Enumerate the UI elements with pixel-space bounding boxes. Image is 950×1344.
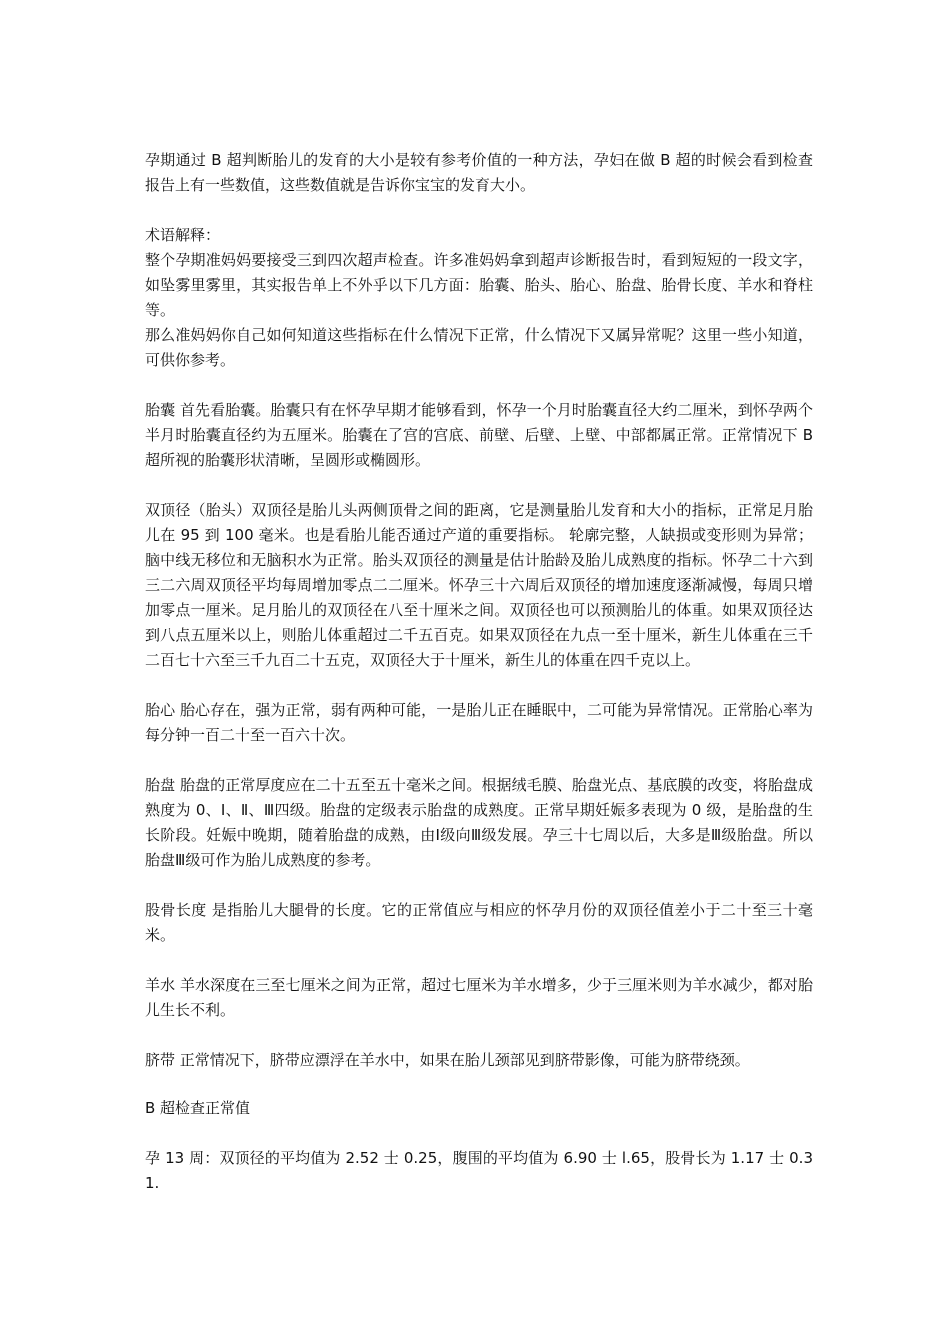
biparietal-diameter-paragraph: 双顶径（胎头）双顶径是胎儿头两侧顶骨之间的距离，它是测量胎儿发育和大小的指标，正常足月胎儿在 95 到 100 毫米。也是看胎儿能否通过产道的重要指标。 轮廓完整，人缺损或变形则为异常；脑中线无移位和无脑积水为正常。胎头双顶径的测量是估计胎龄及胎儿成熟度的指标。怀孕二十六到三二六周双顶径平均每周增加零点二二厘米。怀孕三十六周后双顶径的增加速度逐渐减慢，每周只增加零点一厘米。足月胎儿的双顶径在八至十厘米之间。双顶径也可以预测胎儿的体重。如果双顶径达到八点五厘米以上，则胎儿体重超过二千五百克。如果双顶径在九点一至十厘米，新生儿体重在三千二百七十六至三千九百二十五克，双顶径大于十厘米，新生儿的体重在四千克以上。 bbox=[145, 501, 813, 669]
paragraph-gap bbox=[145, 373, 813, 398]
amniotic-fluid-paragraph: 羊水 羊水深度在三至七厘米之间为正常，超过七厘米为羊水增多，少于三厘米则为羊水减少，都对胎儿生长不利。 bbox=[145, 976, 813, 1019]
normal-values-heading: B 超检查正常值 bbox=[145, 1099, 251, 1117]
umbilical-cord-paragraph: 脐带 正常情况下，脐带应漂浮在羊水中，如果在胎儿颈部见到脐带影像，可能为脐带绕颈。 bbox=[145, 1051, 750, 1069]
gestational-sac-paragraph: 胎囊 首先看胎囊。胎囊只有在怀孕早期才能够看到，怀孕一个月时胎囊直径大约二厘米，到怀孕两个半月时胎囊直径约为五厘米。胎囊在了宫的宫底、前壁、后壁、上壁、中部都属正常。正常情况下 B 超所视的胎囊形状清晰，呈圆形或椭圆形。 bbox=[145, 401, 813, 469]
document-body bbox=[145, 148, 813, 1196]
femur-length-paragraph: 股骨长度 是指胎儿大腿骨的长度。它的正常值应与相应的怀孕月份的双顶径值差小于二十至三十毫米。 bbox=[145, 901, 813, 944]
terms-heading: 术语解释： bbox=[145, 226, 221, 244]
fetal-heart-paragraph: 胎心 胎心存在，强为正常，弱有两种可能，一是胎儿正在睡眠中，二可能为异常情况。正常胎心率为每分钟一百二十至一百六十次。 bbox=[145, 701, 813, 744]
terms-paragraph: 整个孕期准妈妈要接受三到四次超声检查。许多准妈妈拿到超声诊断报告时，看到短短的一段文字，如坠雾里雾里，其实报告单上不外乎以下几方面：胎囊、胎头、胎心、胎盘、胎骨长度、羊水和脊柱等。 bbox=[145, 251, 813, 319]
placenta-paragraph: 胎盘 胎盘的正常厚度应在二十五至五十毫米之间。根据绒毛膜、胎盘光点、基底膜的改变，将胎盘成熟度为 0、Ⅰ、Ⅱ、Ⅲ四级。胎盘的定级表示胎盘的成熟度。正常早期妊娠多表现为 0 级，是胎盘的生长阶段。妊娠中晚期，随着胎盘的成熟，由Ⅰ级向Ⅲ级发展。孕三十七周以后，大多是Ⅲ级胎盘。所以胎盘Ⅲ级可作为胎儿成熟度的参考。 bbox=[145, 776, 813, 869]
reference-paragraph: 那么准妈妈你自己如何知道这些指标在什么情况下正常，什么情况下又属异常呢？这里一些小知道，可供你参考。 bbox=[145, 326, 813, 369]
paragraph-gap bbox=[145, 473, 813, 498]
paragraph-gap bbox=[145, 873, 813, 898]
paragraph-gap bbox=[145, 1023, 813, 1048]
paragraph-gap bbox=[145, 948, 813, 973]
paragraph-gap bbox=[145, 198, 813, 223]
paragraph-gap bbox=[145, 673, 813, 698]
paragraph-gap bbox=[145, 1121, 813, 1146]
paragraph-gap bbox=[145, 748, 813, 773]
paragraph-gap bbox=[145, 1073, 813, 1096]
intro-paragraph: 孕期通过 B 超判断胎儿的发育的大小是较有参考价值的一种方法，孕妇在做 B 超的时候会看到检查报告上有一些数值，这些数值就是告诉你宝宝的发育大小。 bbox=[145, 151, 813, 194]
week-13-values-paragraph: 孕 13 周：双顶径的平均值为 2.52 士 0.25，腹围的平均值为 6.90 士 l.65，股骨长为 1.17 士 0.31. bbox=[145, 1149, 813, 1192]
